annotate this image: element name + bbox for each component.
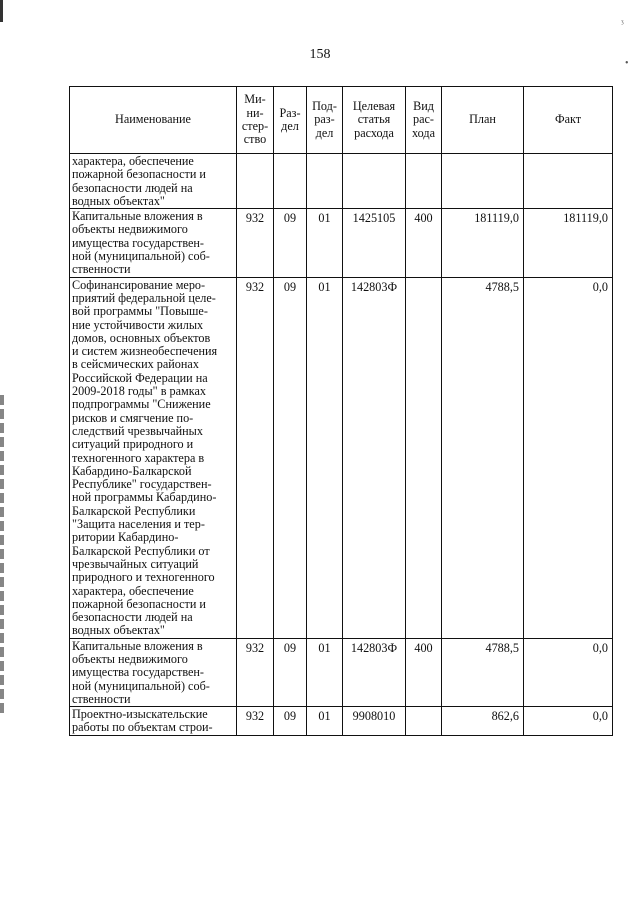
header-expense-type: Вид рас- хода xyxy=(406,87,442,154)
scan-mark-top-left xyxy=(0,0,3,22)
name-line: Проектно-изыскательские xyxy=(72,707,208,722)
name-line: Капитальные вложения в xyxy=(72,638,203,653)
section-cell: 09 xyxy=(274,638,307,706)
subsection-cell: 01 xyxy=(307,209,343,277)
name-line: приятий федеральной целе- xyxy=(72,290,216,305)
name-line: водных объектах" xyxy=(72,193,165,208)
header-name: Наименование xyxy=(70,87,237,154)
name-line: Российской Федерации на xyxy=(72,370,208,385)
name-line: в сейсмических районах xyxy=(72,357,199,372)
expense-type-cell: 400 xyxy=(406,209,442,277)
target-item-cell: 142803Ф xyxy=(343,638,406,706)
name-line: рисков и смягчение по- xyxy=(72,410,194,425)
expense-type-cell xyxy=(406,154,442,209)
name-cell xyxy=(70,638,237,706)
name-line: чрезвычайных ситуаций xyxy=(72,556,199,571)
name-line: работы по объектам строи- xyxy=(72,720,213,735)
name-line: ние устойчивости жилых xyxy=(72,317,204,332)
name-line: вой программы "Повыше- xyxy=(72,304,208,319)
plan-cell: 4788,5 xyxy=(442,277,524,638)
header-plan: План xyxy=(442,87,524,154)
fact-cell: 0,0 xyxy=(524,707,613,736)
page-number: 158 xyxy=(309,47,331,62)
table-header-row xyxy=(70,87,613,154)
target-item-cell: 9908010 xyxy=(343,707,406,736)
header-fact: Факт xyxy=(524,87,613,154)
name-line: Кабардино-Балкарской xyxy=(72,463,192,478)
target-item-cell: 142803Ф xyxy=(343,277,406,638)
expense-type-cell xyxy=(406,707,442,736)
name-cell xyxy=(70,707,237,736)
fact-cell: 0,0 xyxy=(524,638,613,706)
header-subsection: Под- раз- дел xyxy=(307,87,343,154)
header-section: Раз- дел xyxy=(274,87,307,154)
budget-table xyxy=(69,86,613,736)
name-line: техногенного характера в xyxy=(72,450,205,465)
expense-type-cell: 400 xyxy=(406,638,442,706)
table-row xyxy=(70,154,613,209)
name-line: Капитальные вложения в xyxy=(72,209,203,224)
name-line: характера, обеспечение xyxy=(72,583,194,598)
section-cell xyxy=(274,154,307,209)
table-body xyxy=(70,154,613,736)
name-line: 2009-2018 годы" в рамках xyxy=(72,384,206,399)
section-cell: 09 xyxy=(274,277,307,638)
name-line: пожарной безопасности и xyxy=(72,167,206,182)
name-line: безопасности людей на xyxy=(72,610,193,625)
fact-cell xyxy=(524,154,613,209)
scan-edge-marks xyxy=(0,395,4,715)
name-line: Софинансирование меро- xyxy=(72,277,206,292)
name-cell xyxy=(70,154,237,209)
scan-mark-right: • xyxy=(625,58,629,69)
name-line: ственности xyxy=(72,691,131,706)
name-line: природного и техногенного xyxy=(72,570,215,585)
name-line: Республике" государствен- xyxy=(72,477,212,492)
subsection-cell xyxy=(307,154,343,209)
fact-cell: 181119,0 xyxy=(524,209,613,277)
name-line: ной программы Кабардино- xyxy=(72,490,217,505)
table-row xyxy=(70,277,613,638)
section-cell: 09 xyxy=(274,209,307,277)
name-line: "Защита населения и тер- xyxy=(72,517,205,532)
expense-type-cell xyxy=(406,277,442,638)
target-item-cell xyxy=(343,154,406,209)
header-ministry: Ми- ни- стер- ство xyxy=(237,87,274,154)
table-row xyxy=(70,638,613,706)
ministry-cell: 932 xyxy=(237,209,274,277)
name-line: ной (муниципальной) соб- xyxy=(72,249,210,264)
name-line: характера, обеспечение xyxy=(72,154,194,168)
name-line: имущества государствен- xyxy=(72,235,204,250)
name-line: ственности xyxy=(72,262,131,277)
plan-cell: 181119,0 xyxy=(442,209,524,277)
plan-cell xyxy=(442,154,524,209)
table-row xyxy=(70,209,613,277)
table-row xyxy=(70,707,613,736)
ministry-cell: 932 xyxy=(237,707,274,736)
name-line: пожарной безопасности и xyxy=(72,596,206,611)
name-line: объекты недвижимого xyxy=(72,222,188,237)
plan-cell: 862,6 xyxy=(442,707,524,736)
name-line: ной (муниципальной) соб- xyxy=(72,678,210,693)
name-cell xyxy=(70,209,237,277)
name-line: безопасности людей на xyxy=(72,180,193,195)
fact-cell: 0,0 xyxy=(524,277,613,638)
name-line: Балкарской Республики от xyxy=(72,543,210,558)
name-line: ритории Кабардино- xyxy=(72,530,179,545)
subsection-cell: 01 xyxy=(307,707,343,736)
scan-mark-top-right: ᶾ xyxy=(621,18,624,29)
plan-cell: 4788,5 xyxy=(442,638,524,706)
target-item-cell: 1425105 xyxy=(343,209,406,277)
name-line: домов, основных объектов xyxy=(72,330,211,345)
name-line: подпрограммы "Снижение xyxy=(72,397,211,412)
subsection-cell: 01 xyxy=(307,277,343,638)
name-line: имущества государствен- xyxy=(72,665,204,680)
name-line: следствий чрезвычайных xyxy=(72,423,203,438)
ministry-cell: 932 xyxy=(237,277,274,638)
name-cell xyxy=(70,277,237,638)
ministry-cell xyxy=(237,154,274,209)
header-target-item: Целевая статья расхода xyxy=(343,87,406,154)
name-line: водных объектах" xyxy=(72,623,165,638)
name-line: объекты недвижимого xyxy=(72,651,188,666)
name-line: ситуаций природного и xyxy=(72,437,194,452)
ministry-cell: 932 xyxy=(237,638,274,706)
subsection-cell: 01 xyxy=(307,638,343,706)
name-line: и систем жизнеобеспечения xyxy=(72,344,218,359)
section-cell: 09 xyxy=(274,707,307,736)
name-line: Балкарской Республики xyxy=(72,503,196,518)
